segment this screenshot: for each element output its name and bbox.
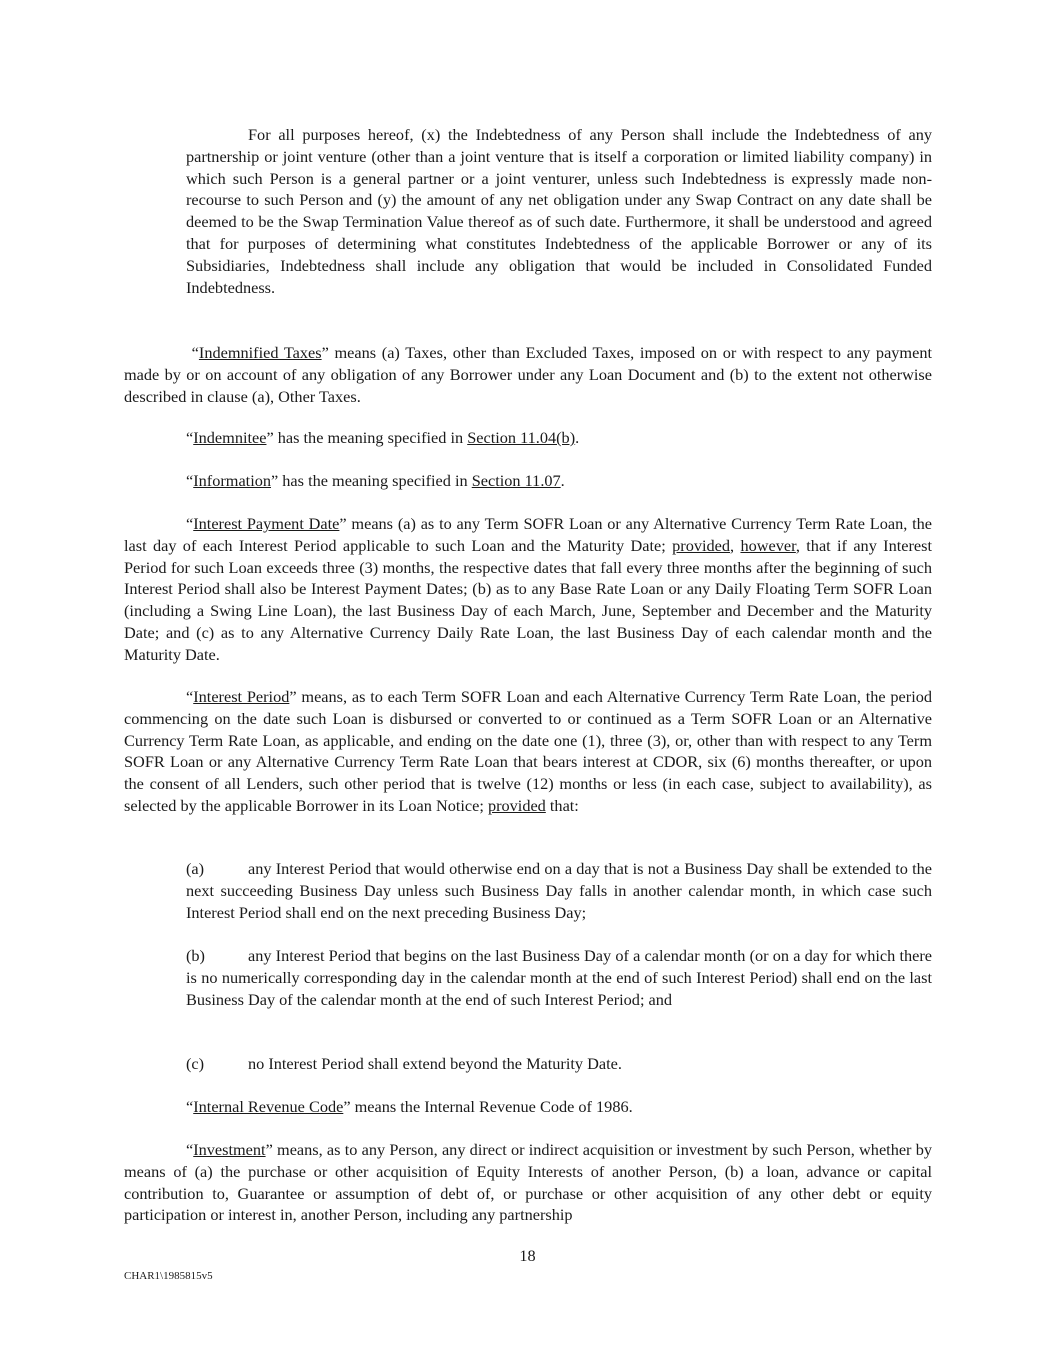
page-number: 18 xyxy=(519,1246,536,1265)
defined-term: Interest Period xyxy=(193,687,290,706)
definition-interest-payment-date: “Interest Payment Date” means (a) as to any Term SOFR Loan or any Alternative Currency Term Rate Loan, the last day of each Interest Period applicable to such Loan and the Maturity Date; provided, however, that if any Interest Period for such Loan exceeds three (3) months, the respective dates that fall every three months after the beginning of such Interest Period shall also be Interest Payment Dates; (b) as to any Base Rate Loan or any Daily Floating Term SOFR Loan (including a Swing Line Loan), the last Business Day of each March, June, September and December and the Maturity Date; and (c) as to any Alternative Currency Daily Rate Loan, the last Business Day of each calendar month and the Maturity Date. xyxy=(124,514,933,664)
section-reference: Section 11.07 xyxy=(471,471,561,490)
provided-keyword: provided xyxy=(487,795,546,815)
clause-label: (b) xyxy=(186,946,205,965)
definition-information: “Information” has the meaning specified in Section 11.07. xyxy=(186,471,565,490)
definition-investment: “Investment” means, as to any Person, any direct or indirect acquisition or investment by such Person, whether by means of (a) the purchase or other acquisition of Equity Interests of another Person, (b) a loan, advance or capital contribution to, Guarantee or assumption of debt of, or purchase or other acquisition of any other debt or equity participation or interest in, another Person, including any partnership xyxy=(124,1140,932,1225)
definition-internal-revenue-code: “Internal Revenue Code” means the Internal Revenue Code of 1986. xyxy=(186,1097,633,1116)
paragraph-indebtedness-continued: For all purposes hereof, (x) the Indebtedness of any Person shall include the Indebtedness of any partnership or joint venture (other than a joint venture that is itself a corporation or limited liability company) in which such Person is a general partner or a joint venturer, unless such Indebtedness is expressly made non-recourse to such Person and (y) the amount of any net obligation under any Swap Contract on any date shall be deemed to be the Swap Termination Value thereof as of such date. Furthermore, it shall be understood and agreed that for purposes of determining what constitutes Indebtedness of the applicable Borrower or any of its Subsidiaries, Indebtedness shall include any obligation that would be included in Consolidated Funded Indebtedness. xyxy=(186,125,932,297)
definition-interest-period: “Interest Period” means, as to each Term SOFR Loan and each Alternative Currency Term Rate Loan, the period commencing on the date such Loan is disbursed or converted to or continued as a Term SOFR Loan or an Alternative Currency Term Rate Loan, as applicable, and ending on the date one (1), three (3), or, other than with respect to any Term SOFR Loan or any Alternative Currency Term Rate Loan that bears interest at CDOR, six (6) months thereafter, or upon the consent of all Lenders, such other period that is twelve (12) months or less (in each case, subject to availability), as selected by the applicable Borrower in its Loan Notice; provided that: xyxy=(124,687,932,815)
provided-keyword: provided xyxy=(672,535,731,555)
defined-term: Internal Revenue Code xyxy=(193,1097,344,1116)
defined-term: Indemnitee xyxy=(193,428,267,447)
definition-indemnified-taxes: “Indemnified Taxes” means (a) Taxes, other than Excluded Taxes, imposed on or with respect to any payment made by or on account of any obligation of any Borrower under any Loan Document and (b) to the extent not otherwise described in clause (a), Other Taxes. xyxy=(124,343,932,406)
clause-label: (a) xyxy=(186,859,205,878)
defined-term: Indemnified Taxes xyxy=(198,343,322,362)
section-reference: Section 11.04(b) xyxy=(467,428,576,447)
clause-a: (a) any Interest Period that would otherwise end on a day that is not a Business Day shall be extended to the next succeeding Business Day unless such Business Day falls in another calendar month, in which case such Interest Period shall end on the next preceding Business Day; xyxy=(186,859,932,922)
however-keyword: however xyxy=(740,535,796,555)
definition-indemnitee: “Indemnitee” has the meaning specified in Section 11.04(b). xyxy=(186,428,580,447)
clause-label: (c) xyxy=(186,1054,205,1073)
defined-term: Information xyxy=(193,471,271,490)
document-id: CHAR1\1985815v5 xyxy=(124,1270,213,1282)
defined-term: Investment xyxy=(193,1140,266,1159)
clause-c: (c) no Interest Period shall extend beyond the Maturity Date. xyxy=(186,1054,622,1073)
clause-b: (b) any Interest Period that begins on the last Business Day of a calendar month (or on a day for which there is no numerically corresponding day in the calendar month at the end of such Interest Period) shall end on the last Business Day of the calendar month at the end of such Interest Period; and xyxy=(186,946,932,1009)
defined-term: Interest Payment Date xyxy=(193,514,340,533)
